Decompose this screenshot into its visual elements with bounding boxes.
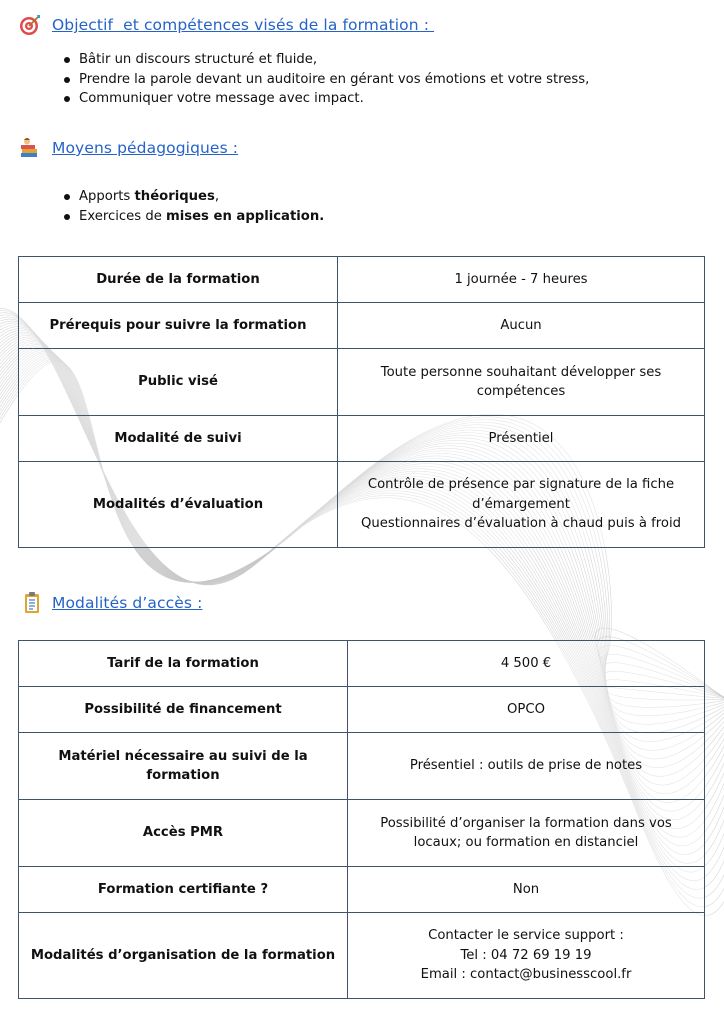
row-value-line: Toute personne souhaitant développer ses: [380, 364, 662, 380]
list-item-text: Exercices de: [79, 208, 166, 224]
row-label-line: Tarif de la formation: [107, 655, 259, 671]
row-value-line: d’émargement: [472, 496, 570, 512]
methods-list: [62, 187, 324, 226]
row-value: [348, 641, 705, 687]
list-item-text: Apports: [79, 189, 135, 204]
row-label: [19, 257, 338, 303]
row-label: [19, 733, 348, 800]
list-item: [62, 207, 324, 227]
table-row: [19, 733, 705, 800]
row-label-line: Prérequis pour suivre la formation: [49, 317, 307, 333]
list-item: [62, 187, 324, 207]
section-objectives-header: [18, 13, 434, 37]
row-value: [338, 257, 705, 303]
row-value-line: Non: [512, 881, 540, 897]
row-label-line: Formation certifiante ?: [97, 881, 269, 897]
table-row: [19, 257, 705, 303]
row-value-line: Présentiel : outils de prise de notes: [409, 758, 643, 774]
books-icon: [18, 136, 42, 160]
row-label-line: Accès PMR: [142, 825, 224, 841]
section-methods-header: [18, 136, 238, 160]
list-item: Prendre la parole devant un auditoire en gérant vos émotions et votre stress,: [62, 70, 589, 90]
row-label-line: Public visé: [138, 374, 218, 390]
row-label: [19, 867, 348, 913]
list-item-bold: mises en application.: [166, 208, 325, 224]
row-value-line: Contacter le service support :: [428, 928, 624, 944]
row-label-line: Matériel nécessaire au suivi de la: [58, 748, 308, 764]
row-label: [19, 687, 348, 733]
section-objectives-title[interactable]: Objectif et compétences visés de la formation :: [52, 16, 435, 34]
row-value: [348, 687, 705, 733]
table-row: [19, 462, 705, 548]
list-item: Communiquer votre message avec impact.: [62, 89, 589, 109]
row-value-line: Questionnaires d’évaluation à chaud puis à froid: [360, 516, 681, 532]
row-label-line: Modalité de suivi: [114, 430, 242, 446]
row-value-line: OPCO: [507, 701, 545, 717]
row-value: [348, 800, 705, 867]
row-value-line: 1 journée - 7 heures: [454, 271, 588, 287]
row-value-line: compétences: [476, 384, 566, 399]
table-row: [19, 913, 705, 999]
row-value-line: Email : contact@businesscool.fr: [420, 967, 632, 983]
row-label: [19, 416, 338, 462]
row-value: [338, 349, 705, 416]
row-label: [19, 462, 338, 548]
target-icon: [18, 13, 42, 37]
row-value-line: 4 500 €: [500, 655, 552, 671]
row-value: [348, 733, 705, 800]
objectives-list: [62, 50, 589, 109]
row-label: [19, 800, 348, 867]
row-label: [19, 303, 338, 349]
row-label: [19, 349, 338, 416]
table-row: [19, 641, 705, 687]
row-label-line: formation: [146, 768, 220, 783]
table-row: [19, 800, 705, 867]
row-value-line: Possibilité d’organiser la formation dans vos: [380, 815, 672, 831]
row-label-line: Modalités d’organisation de la formation: [30, 947, 336, 963]
row-label-line: Modalités d’évaluation: [92, 496, 264, 512]
row-label: [19, 641, 348, 687]
list-item-bold: théoriques: [134, 189, 215, 204]
row-value: [348, 867, 705, 913]
training-info-table: [18, 256, 705, 548]
table-row: [19, 349, 705, 416]
list-item: Bâtir un discours structuré et fluide,: [62, 50, 589, 70]
table-row: [19, 416, 705, 462]
row-value: [338, 462, 705, 548]
list-item-text: ,: [214, 189, 220, 204]
row-value: [338, 303, 705, 349]
row-value-line: Présentiel: [488, 430, 554, 446]
row-label-line: Possibilité de financement: [84, 701, 282, 717]
row-value: [348, 913, 705, 999]
row-value-line: Tel : 04 72 69 19 19: [460, 947, 592, 963]
section-methods-title[interactable]: Moyens pédagogiques :: [52, 139, 239, 157]
row-value-line: Aucun: [500, 317, 542, 333]
clipboard-icon: [22, 591, 42, 615]
row-value-line: Contrôle de présence par signature de la fiche: [367, 477, 675, 493]
table-row: [19, 867, 705, 913]
row-label: [19, 913, 348, 999]
row-value: [338, 416, 705, 462]
table-row: [19, 303, 705, 349]
section-access-title[interactable]: Modalités d’accès :: [52, 594, 203, 612]
table-row: [19, 687, 705, 733]
row-label-line: Durée de la formation: [96, 271, 260, 287]
row-value-line: locaux; ou formation en distanciel: [413, 835, 639, 850]
section-access-header: [22, 591, 202, 615]
access-info-table: [18, 640, 705, 999]
